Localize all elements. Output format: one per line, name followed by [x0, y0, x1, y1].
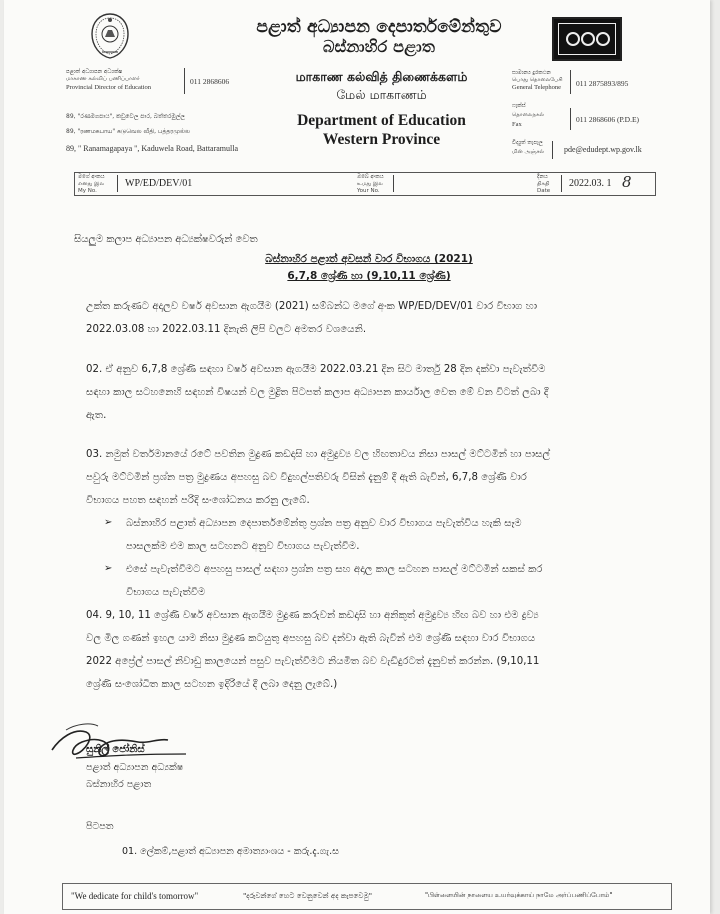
bullet-2-line1: එසේ පැවැත්වීමට අපහසු පාසල් සඳහා ප්‍රශ්න පත්‍ර සහ අදාල කාල සටහන පාසල් මට්ටමින් සකස් කර [126, 564, 543, 575]
paragraph-4-line4: ශ්‍රේණි සංශෝධිත කාල සටහන ඉදිරියේ දී ලබා දෙනු ලැබේ.) [86, 679, 338, 690]
signatory-designation: පළාත් අධ්‍යාපන අධ්‍යක්ෂ [86, 762, 184, 773]
bracket [552, 141, 553, 159]
paragraph-2-line3: ඇත. [86, 410, 107, 421]
paragraph-1-line2: 2022.03.08 හා 2022.03.11 දිනැති ලිපි වලට අමතර වශයෙනි. [86, 324, 367, 335]
bullet-2-line2: විභාගය පැවැත්වීම [126, 587, 206, 598]
footer-motto-sinhala: "දරුවන්ගේ හෙට වෙනුවෙන් අද කැපවෙමු" [243, 891, 373, 900]
your-no-label-tamil: உமது இல [357, 181, 383, 187]
letterhead-tamil-line2: மேல் மாகாணம் [336, 87, 427, 102]
fax-label-english: Fax [512, 121, 522, 128]
pde-phone: 011 2868606 [190, 77, 230, 86]
copies-heading: පිටපත [86, 821, 114, 832]
tel-label-tamil: பொது தொலைபேசி [512, 77, 563, 83]
copies-item-1: 01. ලේකම්,පළාත් අධ්‍යාපන අමාත්‍යාංශය - කරු.දැ.ගැ.ස [122, 846, 339, 857]
letterhead-english-line1: Department of Education [297, 112, 466, 129]
paragraph-1-line1: උක්ත කරුණට අදාලව වර්ෂ අවසාන ඇගයීම (2021) සම්බන්ධ මගේ අංක WP/ED/DEV/01 වාර විභාග හා [86, 301, 538, 312]
arrow-bullet-icon: ➢ [104, 563, 113, 574]
subject-line2: 6,7,8 ශ්‍රේණි හා (9,10,11 ශ්‍රේණි) [287, 270, 451, 282]
bracket [184, 68, 185, 94]
sri-lanka-emblem-icon [90, 12, 130, 60]
letterhead-title-line1: පළාත් අධ්‍යාපන දෙපාර්තමේන්තුව [256, 17, 502, 37]
paragraph-2-line1: 02. ඒ අනුව 6,7,8 ශ්‍රේණි සඳහා වර්ෂ අවසාන ඇගයීම 2022.03.21 දින සිට මාර්තු 28 දින දක්වා පැවැත්වීම [86, 364, 546, 375]
pde-label-tamil: மாகாண கல்விப் பணிப்பாளர் [66, 76, 140, 82]
footer-motto-tamil: "பிள்ளையின் நாளைய உயர்வுக்காய் நாமே அர்ப்பணிப்போம்" [425, 891, 613, 899]
bracket [570, 70, 571, 94]
fax-value: 011 2868606 (P.D.E) [576, 115, 640, 124]
footer-motto-box [62, 883, 672, 910]
paragraph-4-line1: 04. 9, 10, 11 ශ්‍රේණි වර්ෂ අවසාන ඇගයීම මුද්‍රණ කරුවන් කඩදාසි හා අනිකුත් අමුද්‍රව්‍ය හිඟ බව හා එම ද්‍රව්‍ය [86, 610, 539, 621]
address-sinhala: 89, "රණමගපාය", කඩුවෙල පාර, බත්තරමුල්ල [66, 113, 185, 120]
address-english: 89, " Ranamagapaya ", Kaduwela Road, Battaramulla [66, 144, 239, 153]
tel-label-sinhala: සාමාන්‍ය දුරකථන [512, 70, 551, 76]
date-label-english: Date [537, 188, 551, 194]
fax-label-sinhala: ෆැක්ස් [512, 103, 526, 109]
fax-label-tamil: தொலைநகல் [512, 112, 545, 118]
your-no-label-english: Your No. [357, 188, 380, 194]
your-no-label-sinhala: ඔබේ අංකය [357, 174, 384, 180]
bullet-1-line2: පාසලක්ම එම කාල සටහනට අනුව විභාගය පැවැත්වීම. [126, 541, 360, 552]
letterhead-title-line2: බස්නාහිර පළාත [322, 37, 436, 56]
letterhead-tamil-line1: மாகாண கல்வித் திணைக்களம் [295, 69, 468, 84]
date-label-tamil: திகதி [537, 181, 550, 187]
department-logo-icon [552, 17, 622, 61]
footer-motto-english: "We dedicate for child's tomorrow" [71, 891, 199, 901]
my-no-label-sinhala: මගේ අංකය [78, 174, 105, 180]
my-no-value: WP/ED/DEV/01 [125, 178, 193, 189]
paragraph-3-line1: 03. නමුත් වර්තමානයේ රටේ පවතින මුද්‍රණ කඩදාසි හා අමුද්‍රව්‍ය වල හිඟතාවය නිසා පාසල් මට්ටමින් හා පාසල් [86, 449, 551, 460]
pde-label-english: Provincial Director of Education [66, 84, 152, 91]
date-value: 2022.03. 1 [569, 178, 612, 189]
my-no-label-tamil: எனது இல [78, 181, 105, 187]
my-no-label-english: My No. [78, 188, 97, 194]
pde-label-sinhala: පළාත් අධ්‍යාපන අධ්‍යක්ෂ [66, 69, 123, 75]
paragraph-3-line3: විභාගය පහත සඳහන් පරිදි සංශෝධනය කරනු ලැබේ. [86, 495, 310, 506]
date-handwritten-digit: 8 [622, 173, 632, 191]
signatory-province: බස්නාහිර පළාත [86, 779, 152, 790]
email-label-sinhala: විද්‍යුත් තැපෑල [512, 140, 543, 146]
paragraph-3-line2: පවුරු මට්ටමින් ප්‍රශ්න පත්‍ර මුද්‍රණය අපහසු බව විදුහල්පතිවරු විසින් දැනුම් දී ඇති බැවින්, 6,7,8 ශ්‍රේණි වාර [86, 472, 527, 483]
bracket [570, 108, 571, 130]
subject-line1: බස්නාහිර පළාත් අවසන් වාර විභාගය (2021) [265, 253, 473, 265]
handwritten-signature-icon [46, 718, 196, 766]
reference-box [74, 172, 656, 196]
letter-page [4, 0, 710, 914]
tel-label-english: General Telephone [512, 84, 562, 91]
addressee: සියලුම කලාප අධ්‍යාපන අධ්‍යක්ෂවරුන් වෙත [74, 234, 258, 245]
signatory-name: සුනිල් ජෝනිස් [86, 744, 145, 755]
address-tamil: 89, "ரணமகபாய" கடுவெல வீதி, பத்தரமுல்ல [66, 128, 190, 135]
email-value: pde@edudept.wp.gov.lk [564, 145, 642, 154]
date-label-sinhala: දිනය [537, 174, 548, 180]
arrow-bullet-icon: ➢ [104, 517, 113, 528]
paragraph-4-line3: 2022 අප්‍රේල් පාසල් නිවාඩු කාලයෙන් පසුව පැවැත්වීමට නියමිත බව වැඩිදුරටත් දැනුවත් කරන්න. (9,10,11 [86, 656, 540, 667]
paragraph-4-line2: වල මිල ගණන් ඉහල යාම නිසා මුද්‍රණ කටයුතු අපහසු බව දන්වා ඇති බැවින් එම ශ්‍රේණි සඳහා වාර විභාගය [86, 633, 536, 644]
letterhead-english-line2: Western Province [322, 131, 441, 148]
tel-value: 011 2875893/895 [576, 79, 629, 88]
email-label-tamil: மின் அஞ்சல் [512, 149, 545, 155]
bullet-1-line1: බස්නාහිර පළාත් අධ්‍යාපන දෙපාර්තමේන්තු ප්‍රශ්න පත්‍ර අනුව වාර විභාගය පැවැත්විය හැකි සෑම [126, 518, 522, 529]
paragraph-2-line2: සඳහා කාල සටහනෙහි සඳහන් විෂයන් වල මුද්‍රිත පිටපත් කලාප අධ්‍යාපන කාර්යාල වෙත මේ වන විටත් ලබා දී [86, 387, 549, 398]
